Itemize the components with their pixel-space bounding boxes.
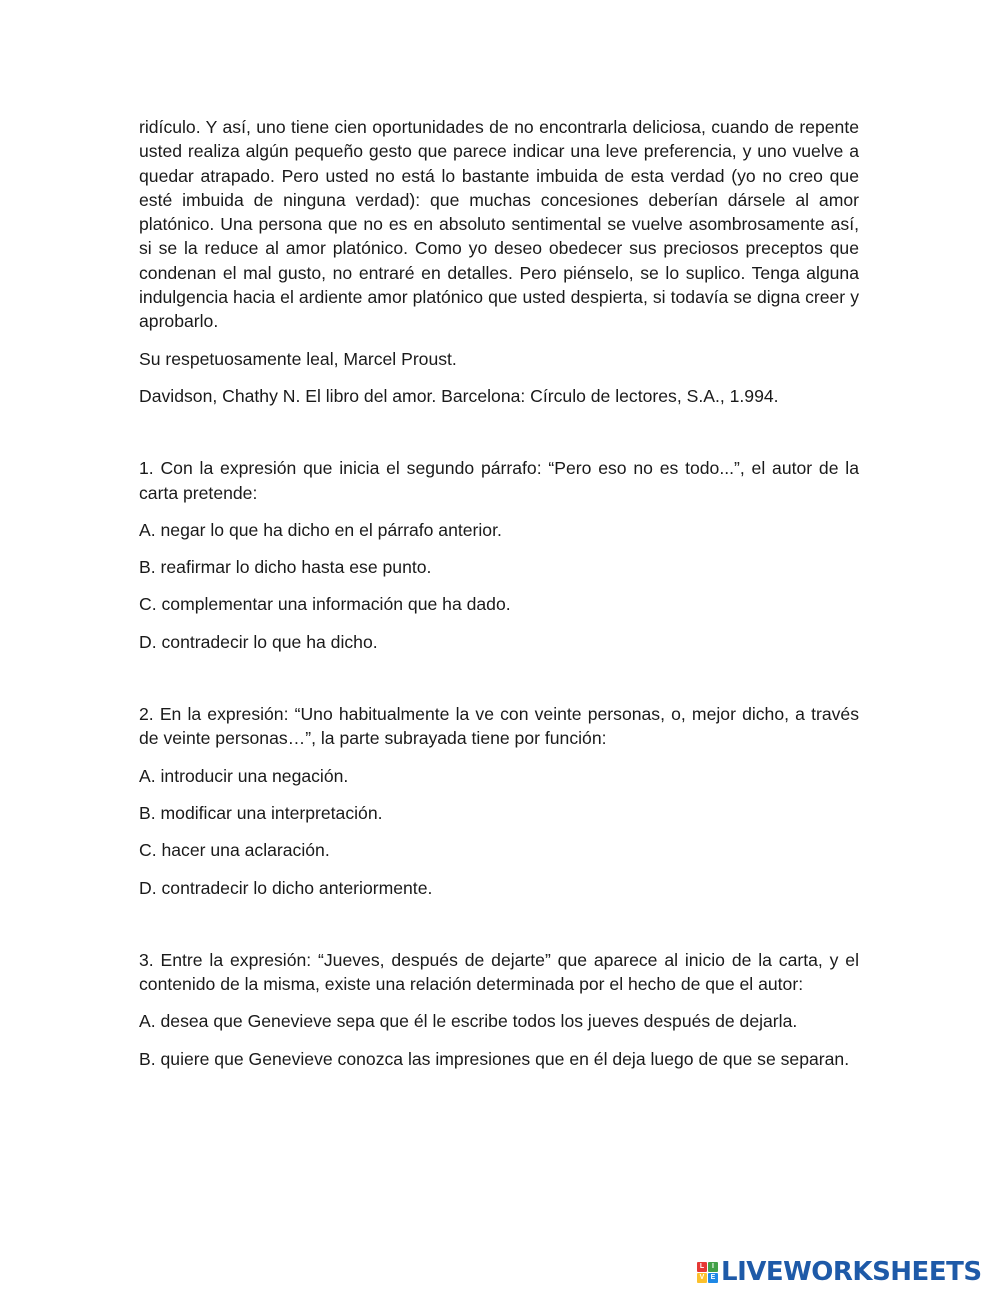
- question-1-prompt: 1. Con la expresión que inicia el segundo párrafo: “Pero eso no es todo...”, el autor de la carta pretende:: [139, 458, 859, 503]
- letter-signature: Su respetuosamente leal, Marcel Proust.: [139, 348, 457, 369]
- question-3-option-a[interactable]: A. desea que Genevieve sepa que él le escribe todos los jueves después de dejarla.: [139, 1011, 798, 1032]
- liveworksheets-badge-icon: [697, 1262, 718, 1283]
- question-1-option-a[interactable]: A. negar lo que ha dicho en el párrafo anterior.: [139, 519, 502, 540]
- liveworksheets-logo-text: LIVEWORKSHEETS: [721, 1257, 982, 1287]
- question-2-option-d[interactable]: D. contradecir lo dicho anteriormente.: [139, 877, 433, 898]
- question-3: [139, 948, 859, 1071]
- letter-paragraph: ridículo. Y así, uno tiene cien oportunidades de no encontrarla deliciosa, cuando de repente usted realiza algún pequeño gesto que parece indicar una leve preferencia, y uno vuelve a quedar atrapado. Pero usted no está lo bastante imbuida de esta verdad (yo no creo que esté imbuida de ninguna verdad): que muchas concesiones deberían dársele al amor platónico. Una persona que no es en absoluto sentimental se vuelve asombrosamente así, si se la reduce al amor platónico. Como yo deseo obedecer sus preciosos preceptos que condenan el mal gusto, no entraré en detalles. Pero piénselo, se lo suplico. Tenga alguna indulgencia hacia el ardiente amor platónico que usted despierta, si todavía se digna creer y aprobarlo.: [139, 117, 859, 332]
- question-2-option-b[interactable]: B. modificar una interpretación.: [139, 802, 383, 823]
- liveworksheets-logo: [697, 1257, 982, 1287]
- question-2-option-a[interactable]: A. introducir una negación.: [139, 765, 349, 786]
- badge-letter-v: V: [697, 1273, 707, 1283]
- question-2-option-c[interactable]: C. hacer una aclaración.: [139, 840, 330, 861]
- question-2-prompt: 2. En la expresión: “Uno habitualmente la ve con veinte personas, o, mejor dicho, a través de veinte personas…”, la parte subrayada tiene por función:: [139, 704, 859, 749]
- question-1-option-c[interactable]: C. complementar una información que ha dado.: [139, 594, 511, 615]
- badge-letter-e: E: [708, 1273, 718, 1283]
- question-3-option-b[interactable]: B. quiere que Genevieve conozca las impresiones que en él deja luego de que se separan.: [139, 1048, 850, 1069]
- question-3-prompt: 3. Entre la expresión: “Jueves, después de dejarte” que aparece al inicio de la carta, y el contenido de la misma, existe una relación determinada por el hecho de que el autor:: [139, 949, 859, 995]
- worksheet-page: [139, 115, 859, 1071]
- question-1: [139, 456, 859, 654]
- question-1-option-d[interactable]: D. contradecir lo que ha dicho.: [139, 631, 378, 652]
- question-2: [139, 702, 859, 900]
- bibliographic-citation: Davidson, Chathy N. El libro del amor. Barcelona: Círculo de lectores, S.A., 1.994.: [139, 385, 779, 406]
- badge-letter-i: I: [708, 1262, 718, 1272]
- badge-letter-l: L: [697, 1262, 707, 1272]
- question-1-option-b[interactable]: B. reafirmar lo dicho hasta ese punto.: [139, 557, 432, 578]
